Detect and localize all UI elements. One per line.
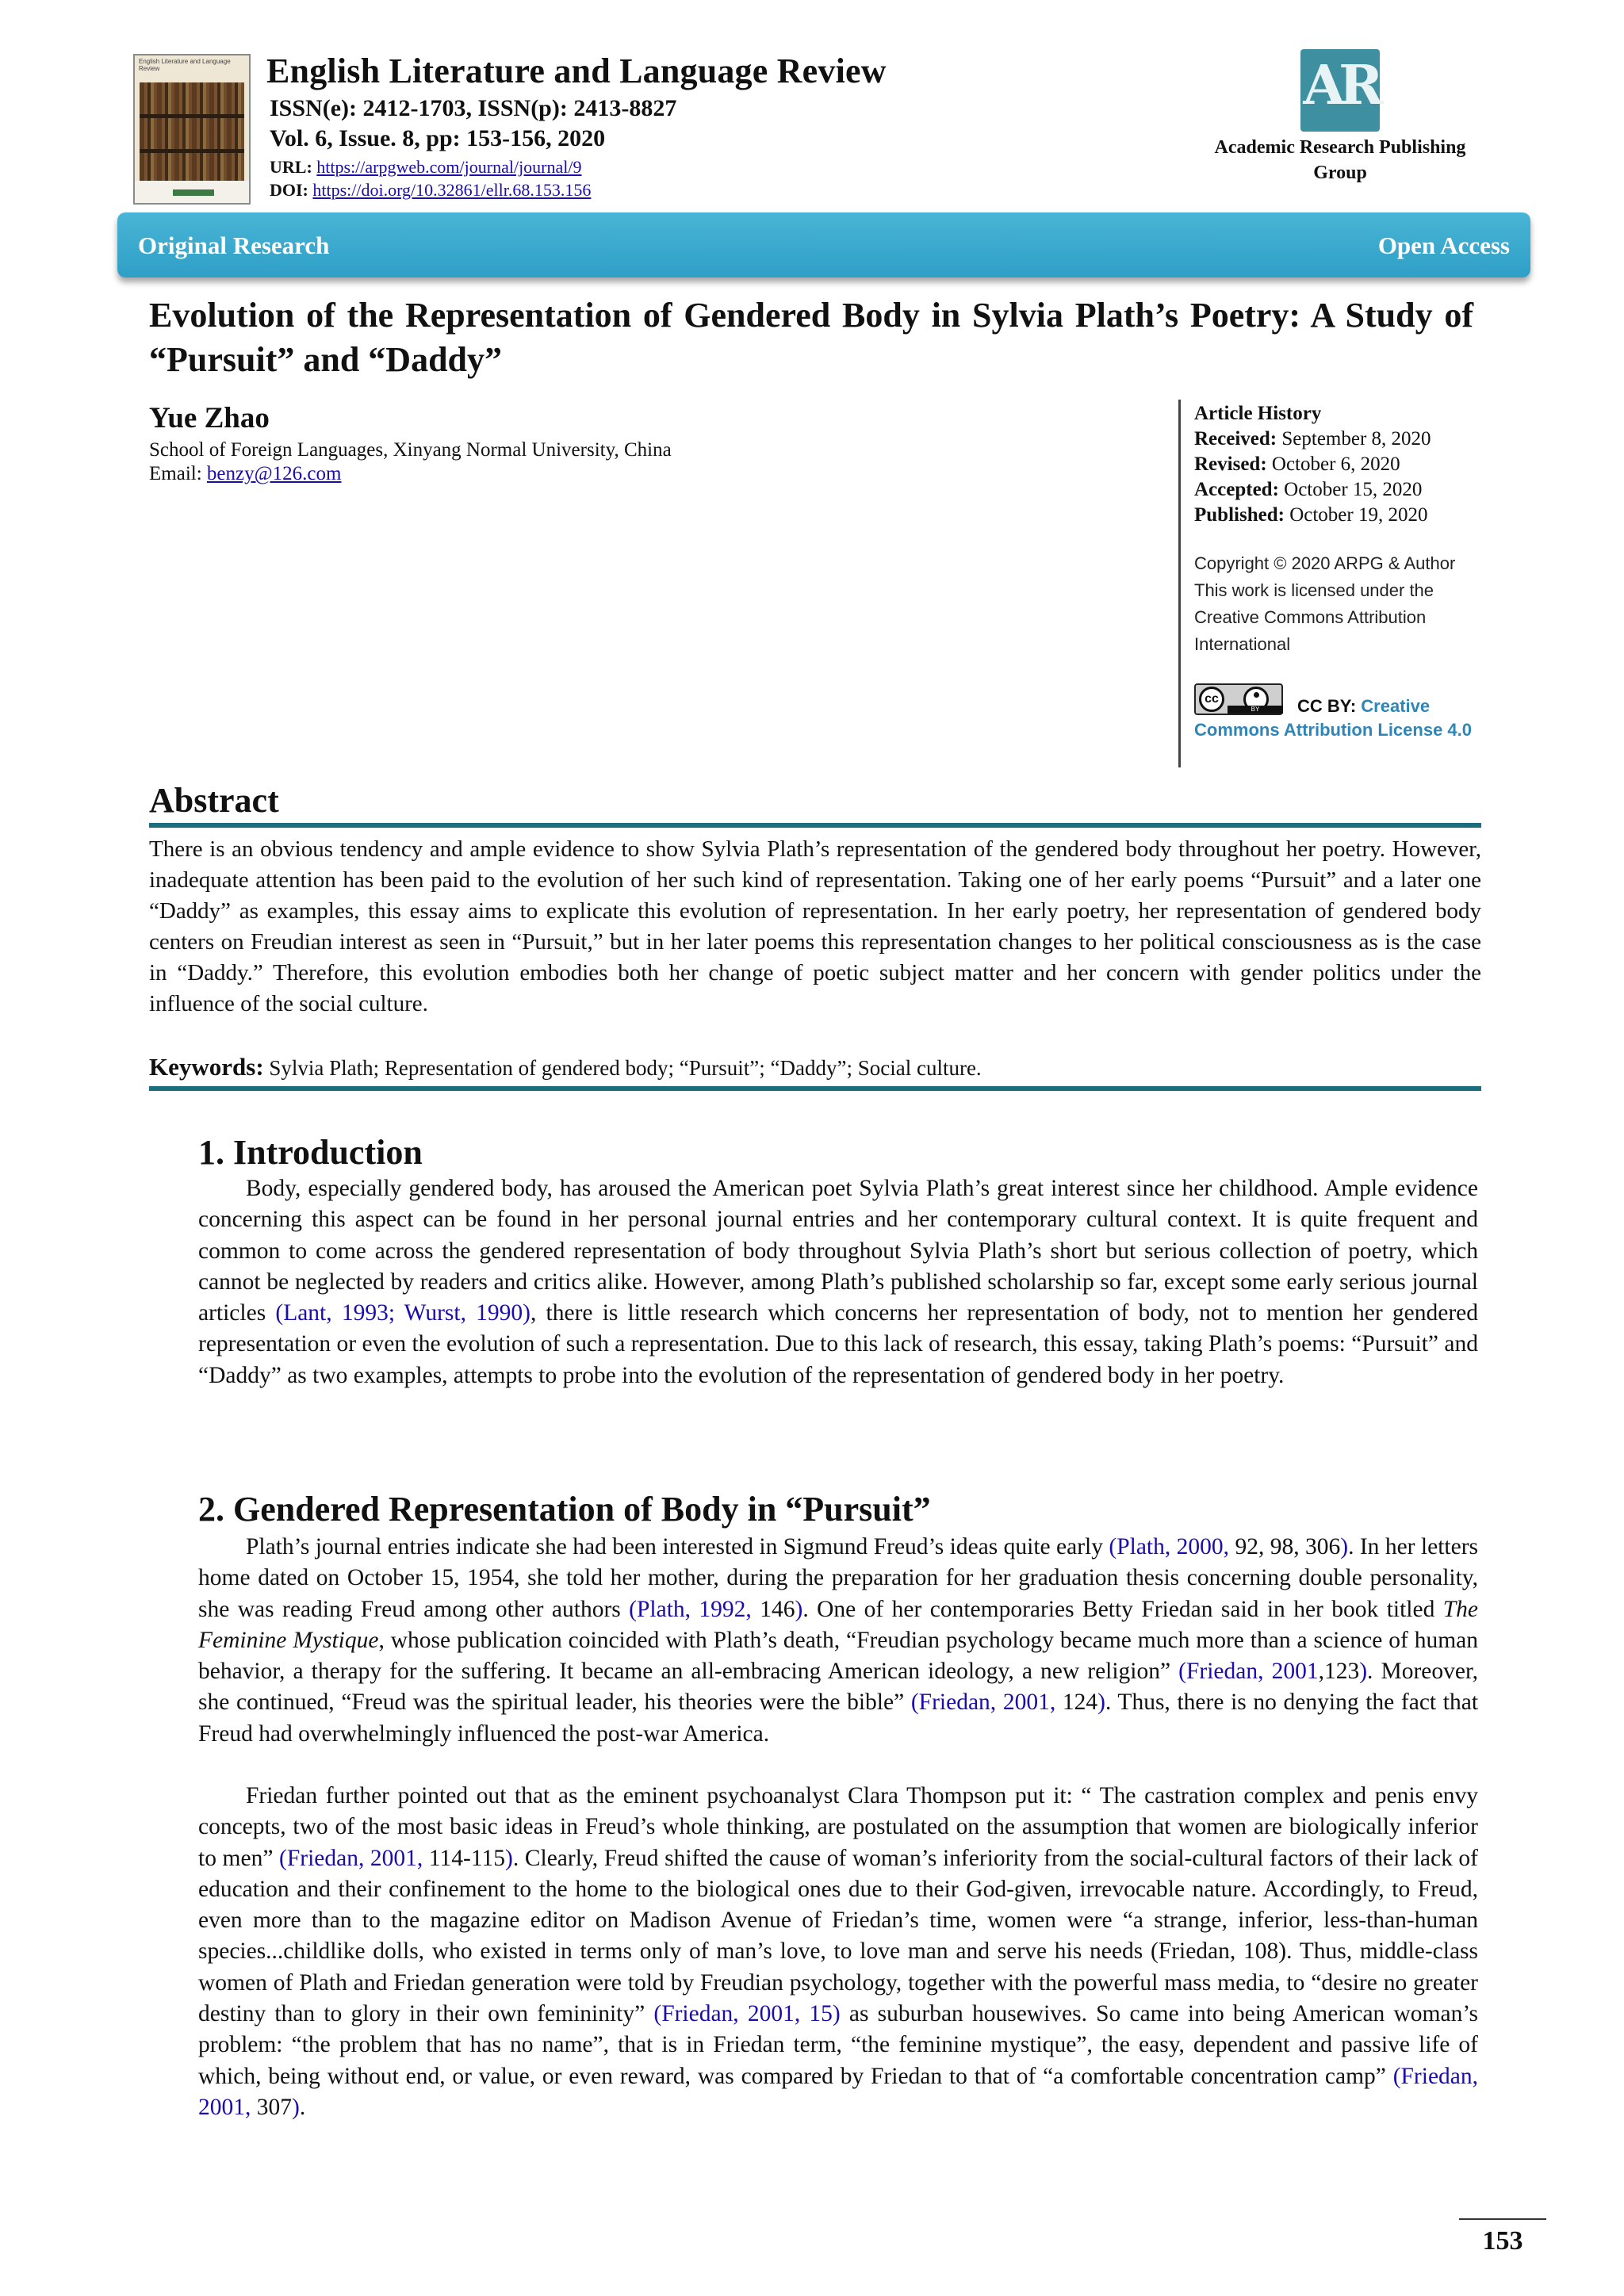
license-note: This work is licensed under the Creative Commons Attribution International (1194, 580, 1434, 654)
history-received (1194, 427, 1480, 452)
section-2-heading: 2. Gendered Representation of Body in “Pursuit” (198, 1490, 931, 1529)
journal-url-line (270, 157, 582, 178)
received-label: Received: (1194, 428, 1277, 450)
doi-link[interactable]: https://doi.org/10.32861/ellr.68.153.156 (312, 180, 592, 200)
published-date: October 19, 2020 (1289, 504, 1428, 526)
email-label: Email: (149, 463, 207, 484)
citation-link[interactable]: (Lant, 1993; Wurst, 1990) (275, 1300, 530, 1326)
citation-link[interactable]: (Plath, 1992, (629, 1596, 752, 1622)
citation-link[interactable]: (Friedan, 2001, (198, 2063, 1478, 2120)
section-1-heading: 1. Introduction (198, 1133, 423, 1172)
accepted-label: Accepted: (1194, 479, 1279, 500)
history-revised (1194, 452, 1480, 477)
open-access-label: Open Access (1377, 232, 1510, 259)
author-name: Yue Zhao (149, 402, 270, 434)
keywords-list: Sylvia Plath; Representation of gendered body; “Pursuit”; “Daddy”; Social culture. (269, 1056, 982, 1080)
history-accepted (1194, 477, 1480, 503)
original-research-label: Original Research (138, 232, 330, 259)
revised-date: October 6, 2020 (1271, 453, 1400, 475)
cc-by-label: CC BY: (1297, 696, 1357, 716)
author-email-line (149, 463, 341, 485)
copyright-text: Copyright © 2020 ARPG & Author (1194, 553, 1456, 573)
paper-title: Evolution of the Representation of Gendered Body in Sylvia Plath’s Poetry: A Study of “Pursuit” and “Daddy” (149, 296, 1473, 379)
cc-circle-icon: cc (1199, 687, 1224, 712)
abstract-heading: Abstract (149, 781, 279, 820)
url-label: URL: (270, 157, 312, 177)
journal-doi-line (270, 180, 591, 201)
journal-issn: ISSN(e): 2412-1703, ISSN(p): 2413-8827 (270, 95, 677, 121)
publisher-logo (1300, 49, 1380, 132)
arpg-logo-icon: AR (1303, 54, 1377, 117)
journal-url-link[interactable]: https://arpgweb.com/journal/journal/9 (316, 157, 582, 177)
revised-label: Revised: (1194, 453, 1267, 475)
copyright-notice (1194, 550, 1480, 658)
received-date: September 8, 2020 (1281, 428, 1431, 450)
journal-volume: Vol. 6, Issue. 8, pp: 153-156, 2020 (270, 125, 606, 151)
abstract-rule-top (149, 823, 1481, 828)
published-label: Published: (1194, 504, 1285, 526)
journal-cover-image (133, 54, 251, 205)
cover-title: English Literature and Language Review (139, 58, 231, 72)
article-history (1194, 401, 1480, 528)
accepted-date: October 15, 2020 (1284, 479, 1423, 500)
keywords-label: Keywords: (149, 1053, 264, 1081)
introduction-paragraph: Body, especially gendered body, has aroused the American poet Sylvia Plath’s great interest since her childhood. Ample evidence concerning this aspect can be found in her personal journal entries and her contemporary cultural context. It is quite frequent and common to come across the gendered representation of body throughout Sylvia Plath’s short but serious collection of poetry, which cannot be neglected by readers and critics alike. However, among Plath’s published scholarship so far, except some early serious journal articles (Lant, 1993; Wurst, 1990), there is little research which concerns her representation of body, not to mention her gendered representation or even the evolution of such a representation. Due to this lack of research, this essay, taking Plath’s poems: “Pursuit” and “Daddy” as two examples, attempts to probe into the evolution of the representation of gendered body in her poetry. (198, 1176, 1478, 1388)
book-title: The Feminine Mystique (198, 1596, 1478, 1653)
page-number: 153 (1482, 2226, 1523, 2256)
cover-publisher-mark (173, 189, 214, 196)
cover-bookshelf (140, 82, 244, 182)
history-heading: Article History (1194, 403, 1322, 424)
cc-license-line (1194, 695, 1480, 742)
keywords-line (149, 1053, 1481, 1082)
history-published (1194, 503, 1480, 528)
doi-label: DOI: (270, 180, 308, 200)
citation-link[interactable]: (Friedan, 2001, 15) (653, 2001, 841, 2027)
abstract-rule-bottom (149, 1086, 1481, 1091)
journal-title: English Literature and Language Review (266, 52, 887, 90)
cc-license-link[interactable]: Creative Commons Attribution License 4.0 (1194, 696, 1473, 740)
citation-link[interactable]: (Friedan, 2001 (1178, 1659, 1319, 1685)
article-type-banner (117, 212, 1530, 277)
citation-link[interactable]: (Friedan, 2001, (910, 1689, 1056, 1716)
section-2-paragraph-1: Plath’s journal entries indicate she had been interested in Sigmund Freud’s ideas quite early (Plath, 2000, 92, 98, 306). In her letters home dated on October 15, 1954, she told her mother, during the preparation for her graduation thesis concerning double personality, she was reading Freud among other authors (Plath, 1992, 146). One of her contemporaries Betty Friedan said in her book titled The Feminine Mystique, whose publication coincided with Plath’s death, “Freudian psychology became much more than a science of human behavior, a therapy for the suffering. It became an all-embracing American ideology, a new religion” (Friedan, 2001,123). Moreover, she continued, “Freud was the spiritual leader, his theories were the bible” (Friedan, 2001, 124). Thus, there is no denying the fact that Freud had overwhelmingly influenced the post-war America. (198, 1534, 1479, 1747)
author-email-link[interactable]: benzy@126.com (206, 463, 342, 484)
history-divider (1178, 400, 1181, 767)
publisher-name: Academic Research Publishing Group (1214, 137, 1466, 183)
abstract-text: There is an obvious tendency and ample evidence to show Sylvia Plath’s representation of the gendered body throughout her poetry. However, inadequate attention has been paid to the evolution of her such kind of representation. Taking one of her early poems “Pursuit” and a later one “Daddy” as examples, this essay aims to explicate this evolution of representation. In her early poetry, her representation of gendered body centers on Freudian interest as seen in “Pursuit,” but in her later poems this representation changes to her political consciousness as is the case in “Daddy.” Therefore, this evolution embodies both her change of poetic subject matter and her concern with gender politics under the influence of the social culture. (149, 836, 1481, 1016)
section-2-paragraph-2: Friedan further pointed out that as the eminent psychoanalyst Clara Thompson put it: “ The castration complex and penis envy concepts, two of the most basic ideas in Freud’s whole thinking, are postulated on the assumption that women are biologically inferior to men” (Friedan, 2001, 114-115). Clearly, Freud shifted the cause of woman’s inferiority from the social-cultural factors of their lack of education and their confinement to the home to the biological ones due to their God-given, irrevocable nature. Accordingly, to Freud, even more than to the magazine editor on Madison Avenue of Friedan’s time, women were “a strange, inferior, less-than-human species...childlike dolls, who existed in terms only of man’s love, to love man and serve his needs (Friedan, 108). Thus, middle-class women of Plath and Friedan generation were told by Freudian psychology, together with the powerful mass media, to “desire no greater destiny than to glory in their own femininity” (Friedan, 2001, 15) as suburban housewives. So came into being American woman’s problem: “the problem that has no name”, that is in Friedan term, “the feminine mystique”, the easy, dependent and passive life of which, being without end, or value, or even reward, was compared by Friedan to that of “a comfortable concentration camp” (Friedan, 2001, 307). (198, 1783, 1478, 2120)
footer-rule (1459, 2218, 1546, 2220)
cc-badge-by-text: BY (1228, 706, 1283, 714)
citation-link[interactable]: (Friedan, 2001, (279, 1845, 423, 1871)
cover-footer (135, 181, 249, 203)
author-affiliation: School of Foreign Languages, Xinyang Normal University, China (149, 439, 672, 461)
citation-link[interactable]: (Plath, 2000, (1109, 1534, 1230, 1559)
